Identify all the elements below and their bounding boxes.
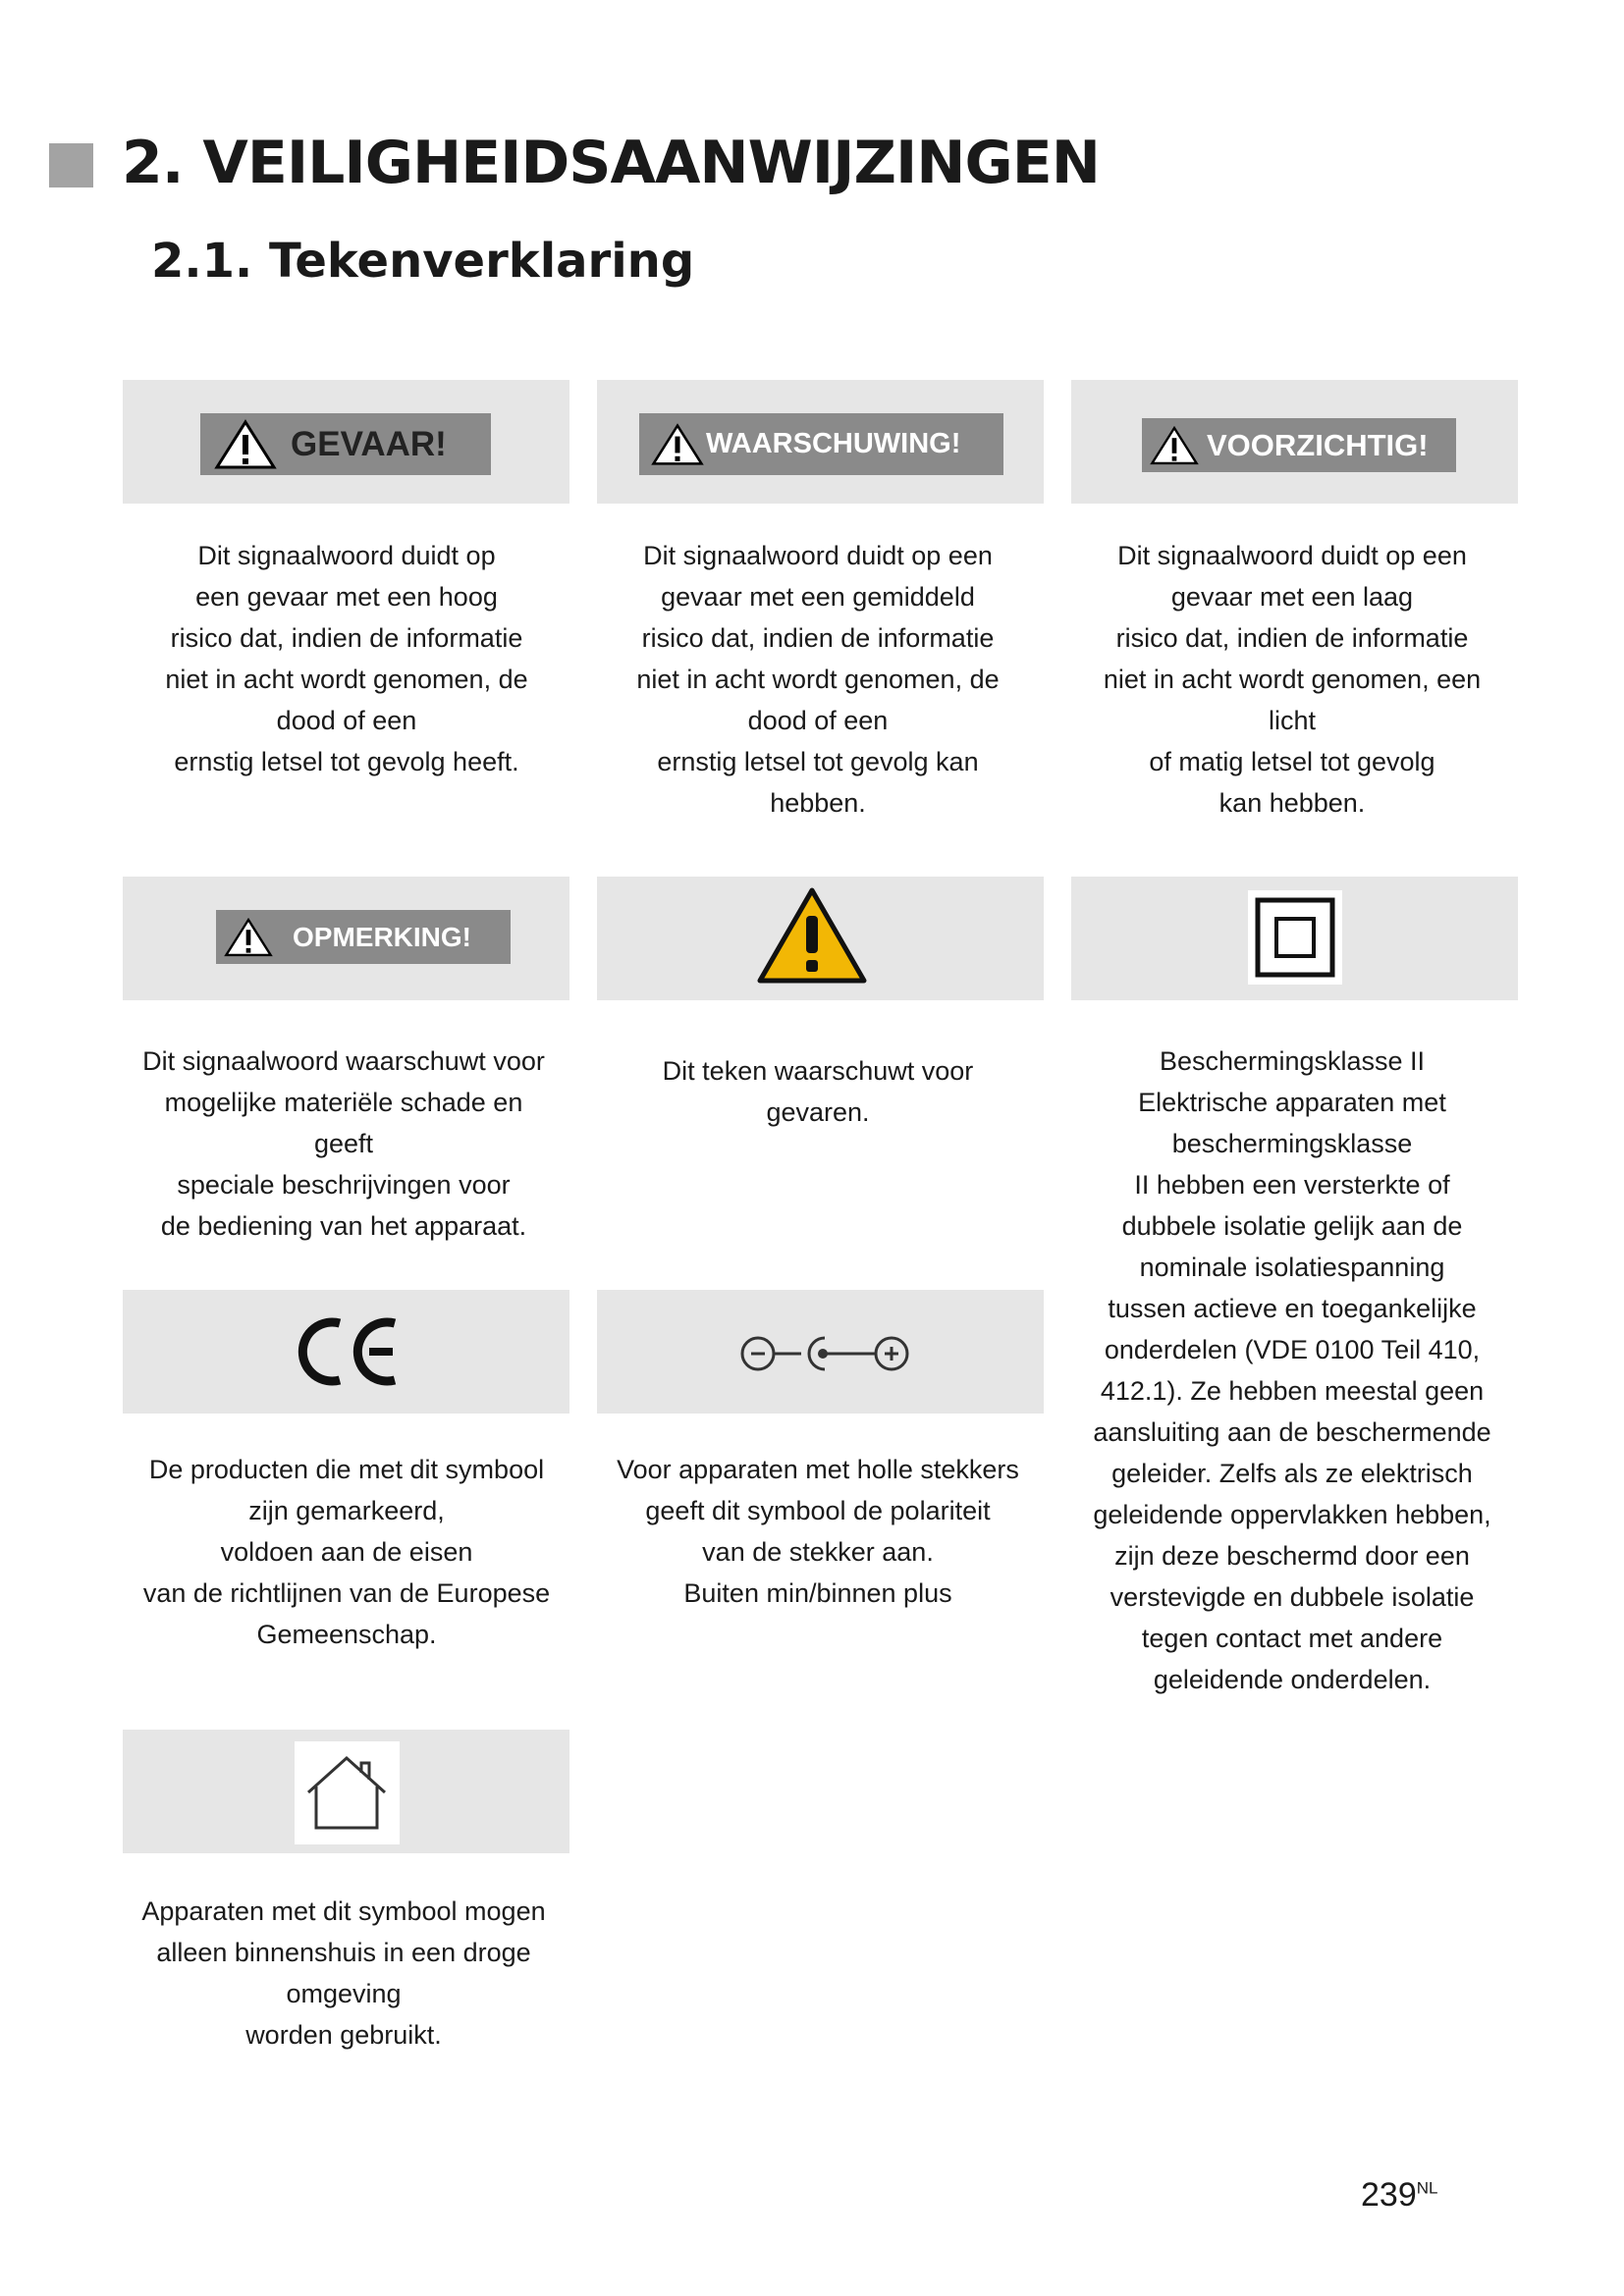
desc-line: risico dat, indien de informatie xyxy=(170,623,523,653)
desc-line: worden gebruikt. xyxy=(245,2020,442,2050)
desc-line: Elektrische apparaten met xyxy=(1138,1088,1446,1117)
desc-line: risico dat, indien de informatie xyxy=(1115,623,1469,653)
desc-line: omgeving xyxy=(286,1979,402,2008)
desc-line: niet in acht wordt genomen, de xyxy=(636,665,1000,694)
ce-mark-icon xyxy=(295,1315,403,1388)
desc-line: beschermingsklasse xyxy=(1171,1129,1413,1158)
desc-line: niet in acht wordt genomen, een xyxy=(1103,665,1482,694)
desc-line: Dit teken waarschuwt voor xyxy=(662,1056,974,1086)
label-voorzichtig xyxy=(1142,418,1456,472)
desc-line: kan hebben. xyxy=(1218,788,1366,818)
label-voorzichtig-text: VOORZICHTIG! xyxy=(1207,427,1429,462)
desc-line: van de richtlijnen van de Europese xyxy=(142,1578,551,1608)
warning-triangle-icon xyxy=(214,419,277,470)
desc-line: of matig letsel tot gevolg xyxy=(1149,747,1435,776)
protection-class-ii-icon-box xyxy=(1248,890,1342,985)
desc-line: tegen contact met andere xyxy=(1141,1624,1443,1653)
warning-triangle-icon xyxy=(224,917,273,958)
desc-line: zijn deze beschermd door een xyxy=(1114,1541,1470,1571)
label-waarschuwing-text: WAARSCHUWING! xyxy=(706,428,961,459)
desc-line: Voor apparaten met holle stekkers xyxy=(617,1455,1019,1484)
desc-line: risico dat, indien de informatie xyxy=(641,623,995,653)
desc-line: hebben. xyxy=(770,788,866,818)
desc-line: dood of een xyxy=(747,706,889,735)
label-opmerking xyxy=(216,910,511,964)
desc-line: Dit signaalwoord duidt op xyxy=(197,541,496,570)
desc-line: geleider. Zelfs als ze elektrisch xyxy=(1111,1459,1473,1488)
desc-line: Beschermingsklasse II xyxy=(1159,1046,1426,1076)
warning-triangle-icon xyxy=(651,422,704,467)
polarity-icon xyxy=(736,1332,913,1375)
label-gevaar-text: GEVAAR! xyxy=(291,424,447,463)
house-icon-box xyxy=(295,1741,400,1844)
protection-class-ii-icon xyxy=(1248,890,1342,985)
desc-line: ernstig letsel tot gevolg kan xyxy=(657,747,979,776)
desc-klasse2 xyxy=(1061,1041,1523,1700)
desc-line: geleidende onderdelen. xyxy=(1153,1665,1432,1694)
page-number xyxy=(1361,2176,1437,2215)
desc-line: tussen actieve en toegankelijke xyxy=(1108,1294,1477,1323)
desc-line: geleidende oppervlakken hebben, xyxy=(1093,1500,1491,1529)
desc-line: niet in acht wordt genomen, de xyxy=(165,665,528,694)
desc-line: gevaar met een gemiddeld xyxy=(661,582,975,612)
desc-line: ernstig letsel tot gevolg heeft. xyxy=(174,747,519,776)
desc-gevaar xyxy=(116,535,577,782)
desc-line: gevaren. xyxy=(766,1097,870,1127)
desc-line: Dit signaalwoord duidt op een xyxy=(1117,541,1467,570)
desc-line: dood of een xyxy=(276,706,417,735)
desc-line: Dit signaalwoord waarschuwt voor xyxy=(142,1046,545,1076)
desc-line: speciale beschrijvingen voor xyxy=(177,1170,511,1200)
desc-line: Gemeenschap. xyxy=(256,1620,437,1649)
desc-line: De producten die met dit symbool xyxy=(148,1455,545,1484)
label-gevaar xyxy=(200,413,491,475)
desc-line: geeft dit symbool de polariteit xyxy=(645,1496,991,1525)
desc-line: van de stekker aan. xyxy=(702,1537,934,1567)
heading-square-marker xyxy=(49,143,93,187)
page-language: NL xyxy=(1416,2178,1438,2198)
desc-binnenshuis xyxy=(113,1891,574,2056)
desc-line: nominale isolatiespanning xyxy=(1139,1253,1445,1282)
warning-triangle-icon xyxy=(1150,425,1199,466)
label-opmerking-text: OPMERKING! xyxy=(293,921,471,952)
desc-line: II hebben een versterkte of xyxy=(1134,1170,1450,1200)
desc-gevaren xyxy=(587,1050,1049,1133)
desc-ce xyxy=(116,1449,577,1655)
desc-polariteit xyxy=(587,1449,1049,1614)
section-title: 2. VEILIGHEIDSAANWIJZINGEN xyxy=(122,129,1100,197)
desc-line: Dit signaalwoord duidt op een xyxy=(643,541,993,570)
desc-line: Apparaten met dit symbool mogen xyxy=(141,1896,546,1926)
desc-line: Buiten min/binnen plus xyxy=(683,1578,952,1608)
desc-line: licht xyxy=(1268,706,1316,735)
desc-line: dubbele isolatie gelijk aan de xyxy=(1121,1211,1463,1241)
desc-line: alleen binnenshuis in een droge xyxy=(156,1938,531,1967)
desc-line: 412.1). Ze hebben meestal geen xyxy=(1100,1376,1485,1406)
desc-line: geeft xyxy=(313,1129,374,1158)
desc-line: aansluiting aan de beschermende xyxy=(1093,1417,1491,1447)
desc-line: voldoen aan de eisen xyxy=(220,1537,473,1567)
yellow-warning-icon xyxy=(756,886,868,985)
desc-waarschuwing xyxy=(587,535,1049,824)
page-number-value: 239 xyxy=(1361,2176,1417,2214)
desc-line: verstevigde en dubbele isolatie xyxy=(1110,1582,1475,1612)
desc-line: gevaar met een laag xyxy=(1170,582,1414,612)
desc-line: mogelijke materiële schade en xyxy=(164,1088,523,1117)
label-waarschuwing xyxy=(639,413,1003,475)
desc-line: zijn gemarkeerd, xyxy=(248,1496,445,1525)
desc-opmerking xyxy=(113,1041,574,1247)
house-icon xyxy=(295,1741,400,1844)
desc-line: de bediening van het apparaat. xyxy=(160,1211,527,1241)
desc-line: een gevaar met een hoog xyxy=(195,582,498,612)
desc-voorzichtig xyxy=(1061,535,1523,824)
desc-line: onderdelen (VDE 0100 Teil 410, xyxy=(1104,1335,1481,1364)
subsection-title: 2.1. Tekenverklaring xyxy=(151,234,695,289)
